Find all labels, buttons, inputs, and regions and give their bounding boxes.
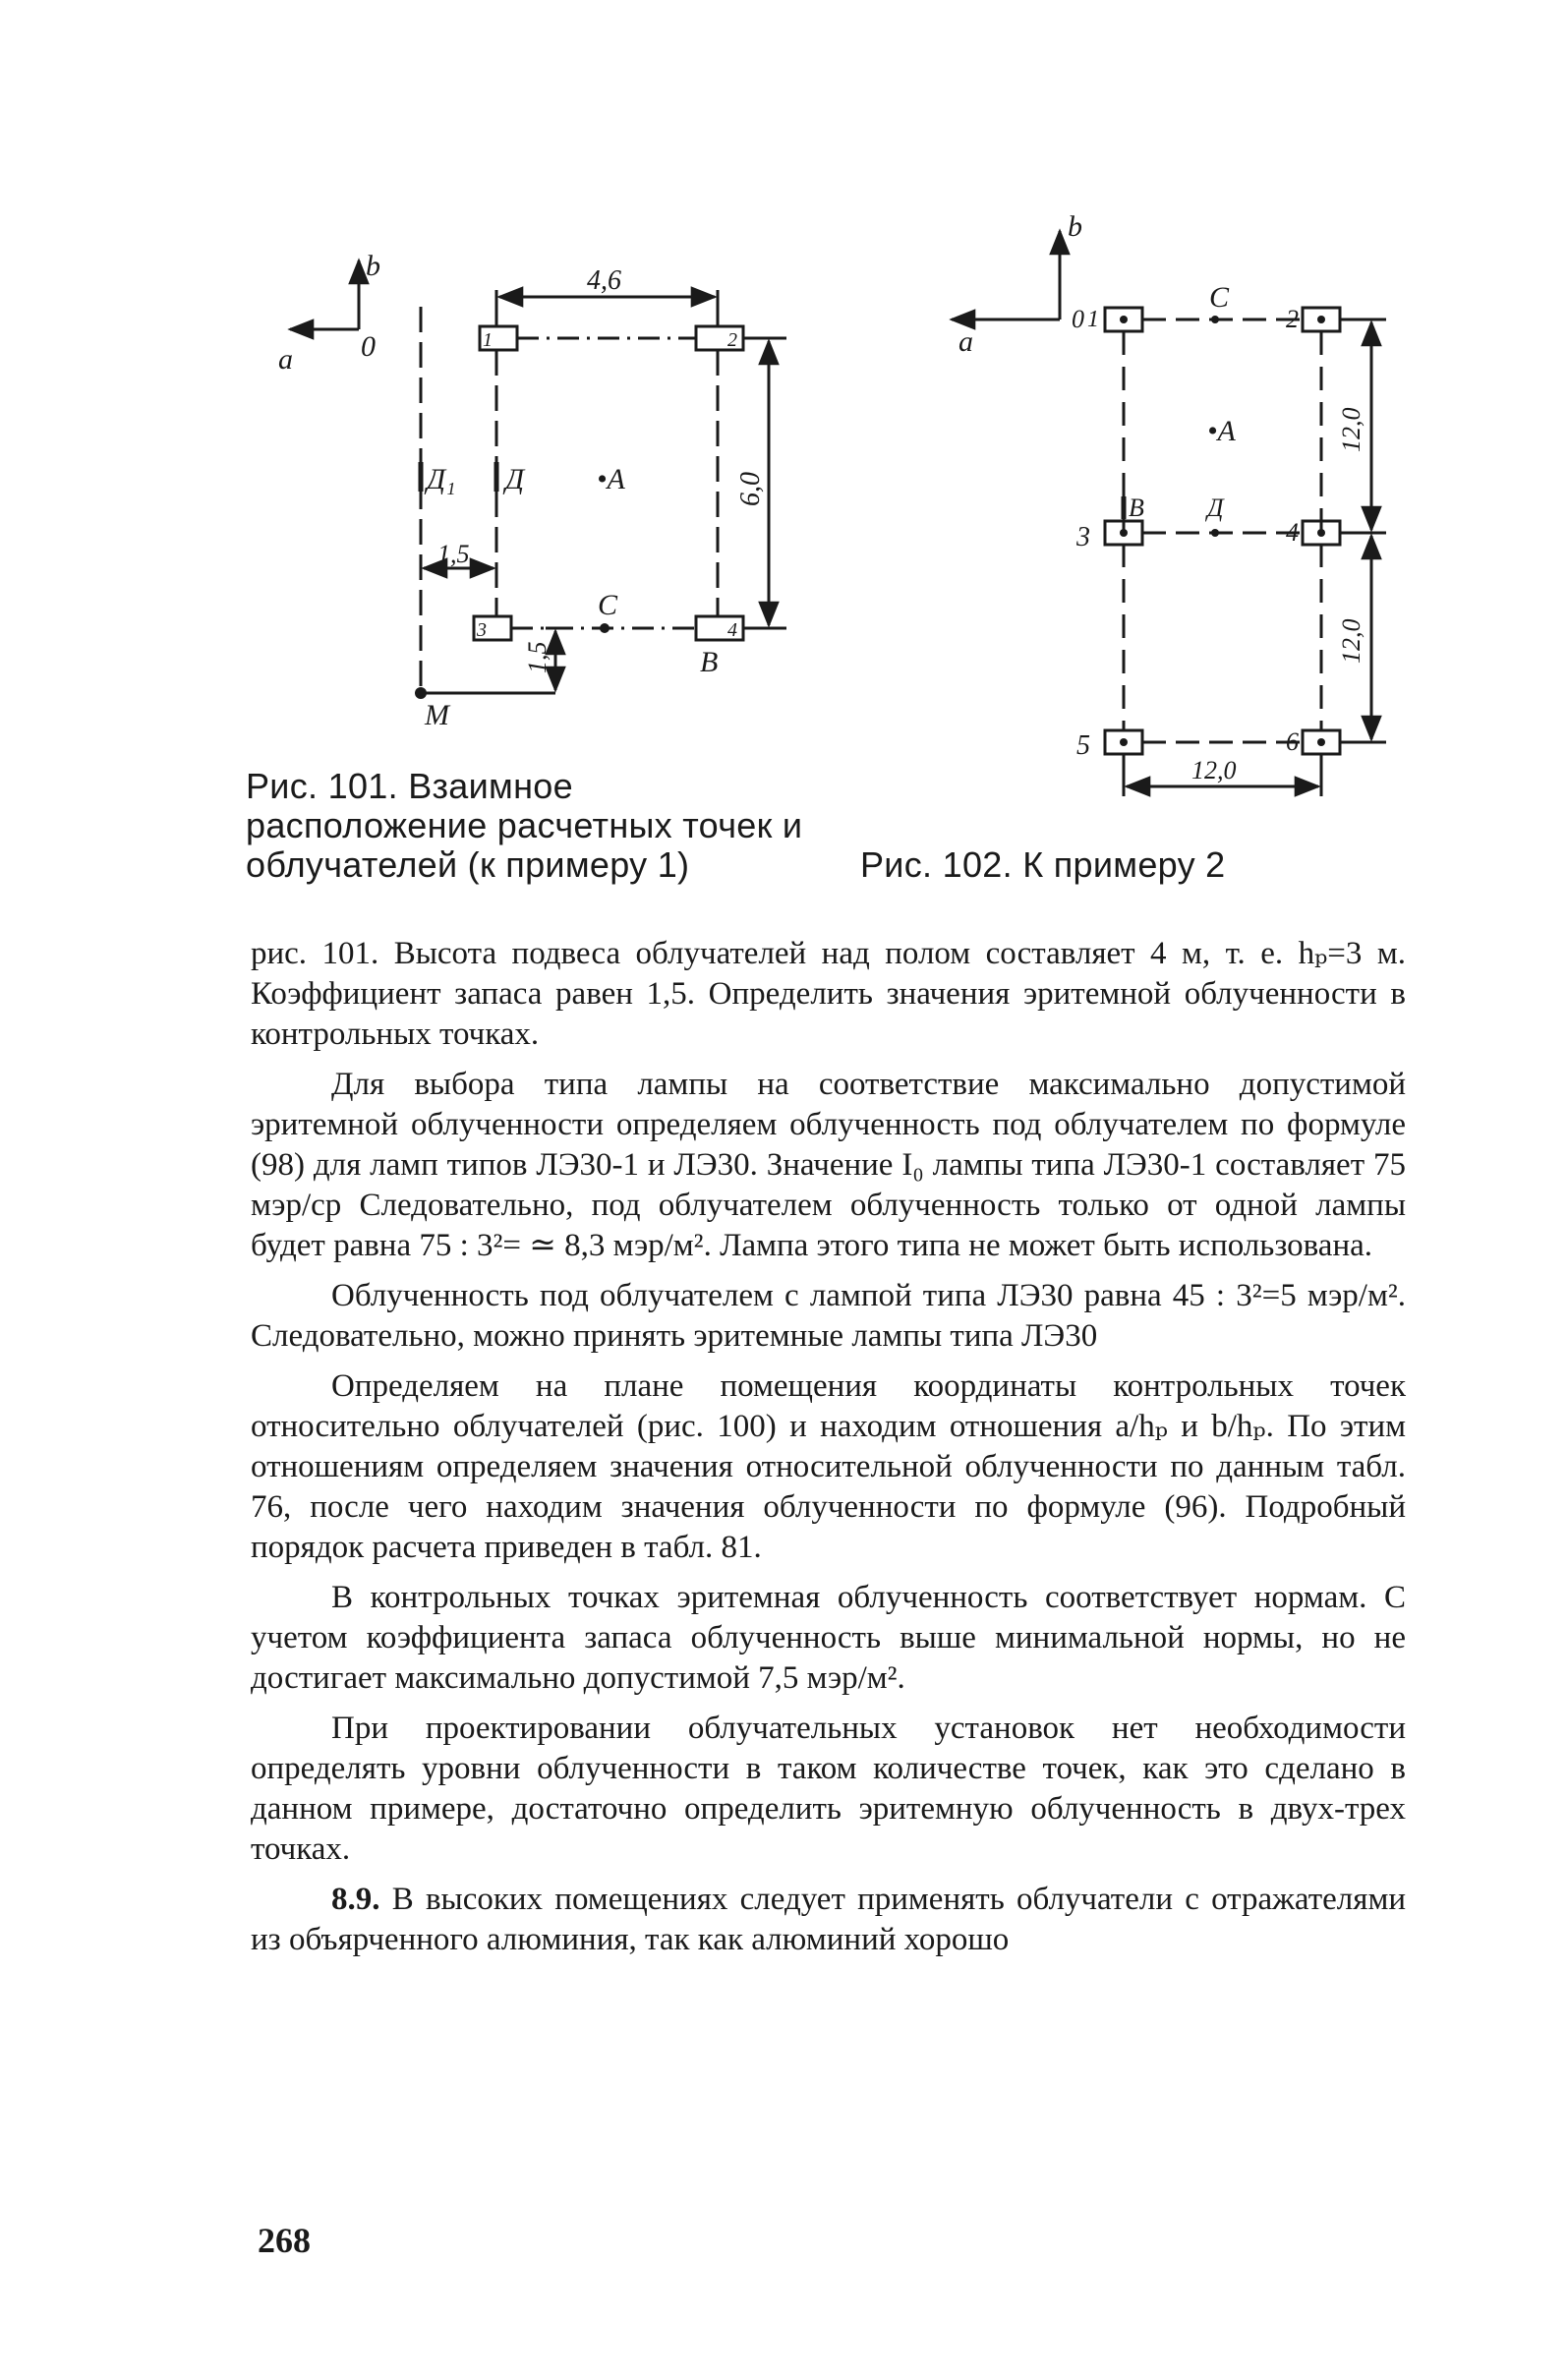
fig101-caption: Рис. 101. Взаимное расположение расчетных точек и облучателей (к примеру 1) (246, 766, 803, 885)
fig102-lamp-2-label: 2 (1286, 305, 1299, 333)
fig102-lamp-4-label: 4 (1286, 518, 1299, 547)
paragraph-7 (251, 1880, 1406, 1960)
fig102-label-origin: 0 (1072, 305, 1084, 333)
fig101-lamp-3-label: 3 (477, 619, 487, 641)
fig101-label-b: b (366, 250, 380, 282)
paragraph-1: рис. 101. Высота подвеса облучателей над полом составляет 4 м, т. е. hₚ=3 м. Коэффициент запаса равен 1,5. Определить значения эритемной облученности в контрольных точках. (251, 936, 1406, 1052)
fig101-label-D: Д (505, 463, 525, 495)
fig102-labels (958, 210, 1365, 784)
fig102-dim-right-bottom: 12,0 (1337, 618, 1365, 664)
fig102-lamp-3-label: 3 (1076, 522, 1090, 552)
fig101-label-M: М (425, 699, 449, 731)
fig101-label-origin: 0 (361, 330, 376, 363)
fig102-label-a: a (958, 325, 973, 358)
fig102-label-C: С (1209, 281, 1230, 314)
fig102-lamp-6-label: 6 (1286, 727, 1299, 756)
fig101-label-a: a (278, 343, 293, 376)
fig102-dim-bottom: 12,0 (1191, 756, 1237, 784)
paragraph-6: При проектировании облучательных установок нет необходимости определять уровни облученности в таком количестве точек, как это сделано в данном примере, достаточно определить эритемную облученность в двух-трех точках. (251, 1711, 1406, 1867)
paragraph-4: Определяем на плане помещения координаты контрольных точек относительно облучателей (рис. 100) и находим отношения a/hₚ и b/hₚ. По этим отношениям определяем значения относительной облученности по данным табл. 76, после чего находим значения облученности по формуле (96). Подробный порядок расчета приведен в табл. 81. (251, 1368, 1406, 1565)
fig101-label-D1: Д₁ (427, 463, 456, 495)
fig101-label-B: В (700, 646, 719, 678)
fig101-point-M (415, 687, 427, 699)
fig102-dim-right-top: 12,0 (1337, 407, 1365, 452)
body-text (251, 934, 1406, 1970)
fig101-dim-left: 1,5 (437, 540, 470, 568)
fig102-lamp-1-label: 1 (1087, 307, 1099, 332)
fig101-labels (278, 250, 766, 731)
figure-101 (290, 261, 786, 693)
paragraph-2: Для выбора типа лампы на соответствие максимально допустимой эритемной облученности определяем облученность под облучателем по формуле (98) для ламп типов ЛЭ30-1 и ЛЭ30. Значение I₀ лампы типа ЛЭ30-1 составляет 75 мэр/ср Следовательно, под облучателем облученность только от одной лампы будет равна 75 : 3²= ≃ 8,3 мэр/м². Лампа этого типа не может быть использована. (251, 1067, 1406, 1263)
fig102-point-D (1211, 529, 1219, 537)
fig101-label-C: С (598, 589, 618, 621)
fig101-lamp-4-label: 4 (727, 619, 737, 641)
fig102-lamp-5-label: 5 (1076, 730, 1090, 761)
fig102-point-C (1211, 316, 1219, 323)
fig101-lamp-2-label: 2 (727, 329, 737, 351)
fig102-label-A: •А (1207, 415, 1236, 447)
fig101-dim-right: 6,0 (735, 472, 766, 506)
figures-svg (0, 0, 1568, 885)
fig101-dim-bottom: 1,5 (523, 641, 552, 673)
paragraph-7-text: В высоких помещениях следует применять облучатели с отражателями из объярченного алюминия, так как алюминий хорошо (251, 1882, 1406, 1957)
fig102-caption: Рис. 102. К примеру 2 (860, 844, 1226, 885)
fig102-label-b: b (1068, 210, 1082, 243)
page-number: 268 (258, 2221, 311, 2260)
fig102-label-B: В (1129, 493, 1144, 522)
section-number: 8.9. (331, 1882, 380, 1917)
fig101-lamp-1-label: 1 (483, 329, 493, 351)
fig101-dim-top: 4,6 (587, 265, 621, 296)
fig101-point-C (600, 623, 610, 633)
fig101-label-A: •А (597, 463, 625, 495)
fig102-label-D: Д (1207, 493, 1224, 522)
paragraph-3: Облученность под облучателем с лампой типа ЛЭ30 равна 45 : 3²=5 мэр/м². Следовательно, можно принять эритемные лампы типа ЛЭ30 (251, 1278, 1406, 1354)
paragraph-5: В контрольных точках эритемная облученность соответствует нормам. С учетом коэффициента запаса облученность выше минимальной нормы, но не достигает максимально допустимой 7,5 мэр/м². (251, 1580, 1406, 1696)
